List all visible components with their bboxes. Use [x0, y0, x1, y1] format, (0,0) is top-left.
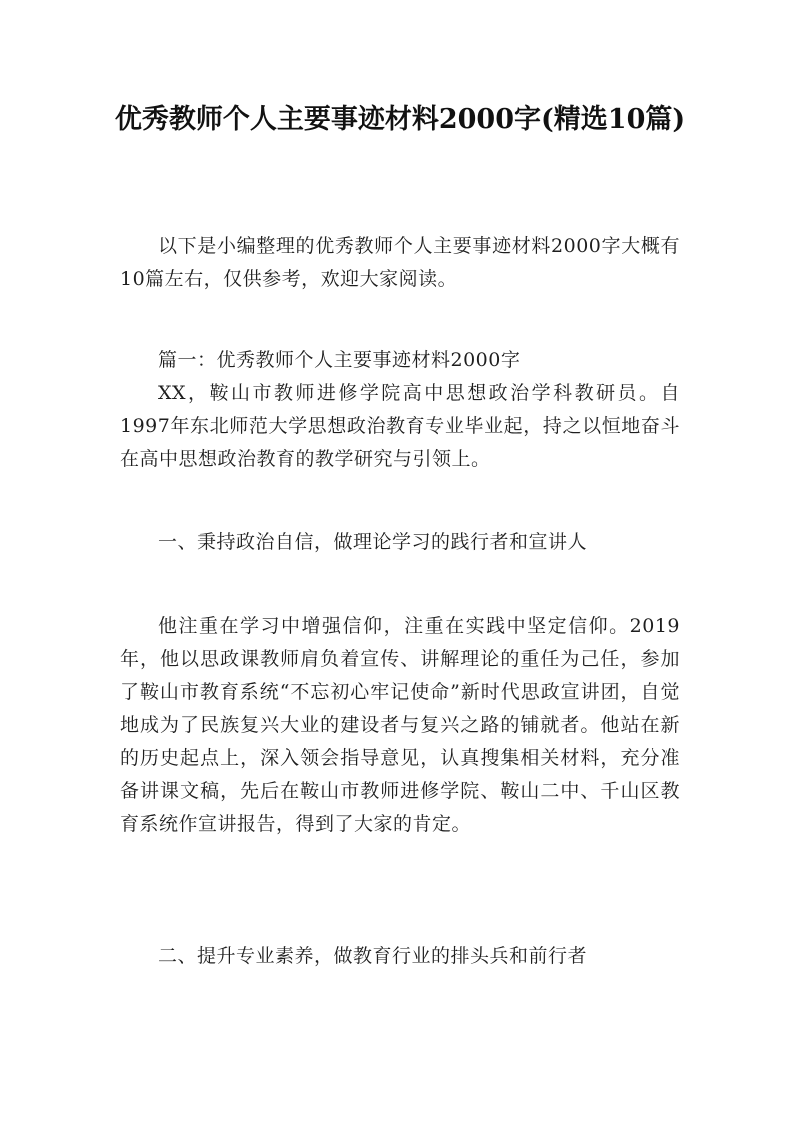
document-title: 优秀教师个人主要事迹材料2000字(精选10篇)	[114, 104, 686, 135]
intro-paragraph: 以下是小编整理的优秀教师个人主要事迹材料2000字大概有10篇左右，仅供参考，欢迎大家阅读。	[120, 235, 680, 290]
section-heading-2: 二、提升专业素养，做教育行业的排头兵和前行者	[158, 945, 588, 967]
article-paragraph-1: XX，鞍山市教师进修学院高中思想政治学科教研员。自1997年东北师范大学思想政治教育专业毕业起，持之以恒地奋斗在高中思想政治教育的教学研究与引领上。	[120, 382, 680, 470]
article-title: 篇一：优秀教师个人主要事迹材料2000字	[158, 349, 521, 371]
section-heading-1: 一、秉持政治自信，做理论学习的践行者和宣讲人	[158, 531, 588, 553]
article-paragraph-2: 他注重在学习中增强信仰，注重在实践中坚定信仰。2019年，他以思政课教师肩负着宣传、讲解理论的重任为己任，参加了鞍山市教育系统“不忘初心牢记使命”新时代思政宣讲团，自觉地成为了民族复兴大业的建设者与复兴之路的铺就者。他站在新的历史起点上，深入领会指导意见，认真搜集相关材料，充分准备讲课文稿，先后在鞍山市教师进修学院、鞍山二中、千山区教育系统作宣讲报告，得到了大家的肯定。	[120, 615, 680, 835]
